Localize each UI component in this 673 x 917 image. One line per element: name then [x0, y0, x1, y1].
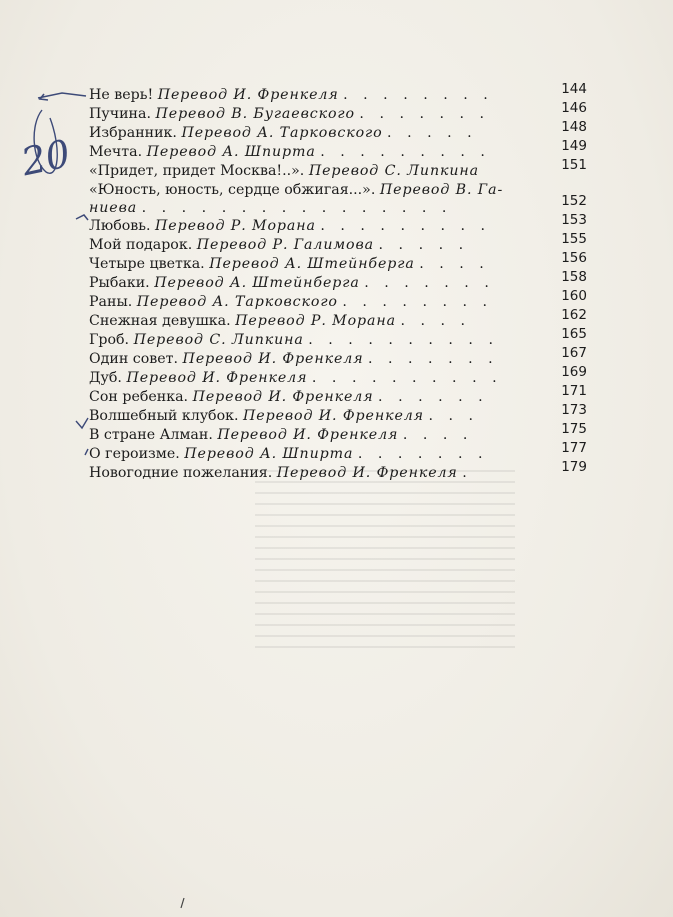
- toc-entry-page-number: 162: [561, 307, 587, 323]
- toc-entry-title: Любовь.: [89, 218, 151, 234]
- toc-entry-page-number: 179: [561, 459, 587, 475]
- toc-entry-page-number: 167: [561, 345, 587, 361]
- toc-entry-page-number: 158: [561, 269, 587, 285]
- toc-entry-page-number: 160: [561, 288, 587, 304]
- toc-entry: [89, 181, 587, 217]
- toc-entry-translator: Перевод В. Га-: [379, 182, 504, 198]
- toc-entry-title: Мой подарок.: [89, 237, 193, 253]
- toc-entry-page-number: 169: [561, 364, 587, 380]
- pencil-dot-mark: [85, 449, 88, 455]
- toc-entry-line: [89, 445, 545, 463]
- toc-entry-translator: Перевод И. Френкеля: [192, 389, 374, 405]
- toc-entry-line: [89, 181, 545, 199]
- toc-entry-translator: Перевод С. Липкина: [133, 332, 304, 348]
- toc-entry-page-number: 144: [561, 81, 587, 97]
- toc-entry: [89, 440, 587, 464]
- toc-entry: [89, 421, 587, 445]
- toc-entry: [89, 119, 587, 143]
- toc-entry-translator: Перевод Р. Морана: [155, 218, 316, 234]
- toc-entry-translator-continued: ниева: [89, 200, 138, 216]
- toc-entry: [89, 250, 587, 274]
- toc-entry: [89, 459, 587, 483]
- show-through-text: [255, 470, 515, 650]
- toc-entry: [89, 138, 587, 162]
- toc-entry-title: Волшебный клубок.: [89, 408, 239, 424]
- toc-entry: [89, 364, 587, 388]
- toc-entry-leader-dots: . . . . . . . . . .: [311, 370, 503, 386]
- toc-entry-translator: Перевод И. Френкеля: [182, 351, 364, 367]
- toc-entry-leader-dots: . . . . . . .: [368, 351, 499, 367]
- toc-entry-title: О героизме.: [89, 446, 180, 462]
- toc-entry-translator: Перевод Р. Галимова: [196, 237, 375, 253]
- toc-entry-translator: Перевод А. Шпирта: [146, 144, 316, 160]
- toc-entry: [89, 288, 587, 312]
- toc-entry-line: [89, 217, 545, 235]
- toc-entry-line: [89, 407, 545, 425]
- toc-entry-page-number: 156: [561, 250, 587, 266]
- toc-entry-page-number: 146: [561, 100, 587, 116]
- toc-entry-leader-dots: . . . .: [419, 256, 490, 272]
- toc-entry-title: В стране Алман.: [89, 427, 213, 443]
- toc-entry-translator: Перевод Р. Морана: [235, 313, 396, 329]
- toc-entry-page-number: 149: [561, 138, 587, 154]
- toc-entry-title: Один совет.: [89, 351, 179, 367]
- toc-entry-leader-dots: . . . . . . . . .: [320, 218, 491, 234]
- table-of-contents: [89, 81, 587, 483]
- toc-entry-leader-dots: . . . . .: [378, 237, 469, 253]
- pencil-arrow-mark: [38, 93, 86, 100]
- toc-entry-title: Четыре цветка.: [89, 256, 205, 272]
- toc-entry-leader-dots: . . .: [428, 408, 479, 424]
- toc-entry-page-number: 173: [561, 402, 587, 418]
- toc-entry: [89, 269, 587, 293]
- toc-entry-line: [89, 162, 545, 180]
- toc-entry-title: «Юность, юность, сердце обжигая...».: [89, 182, 376, 198]
- toc-entry-page-number: 148: [561, 119, 587, 135]
- toc-entry-title: Гроб.: [89, 332, 130, 348]
- toc-entry-line: [89, 199, 545, 217]
- toc-entry-title: Рыбаки.: [89, 275, 150, 291]
- toc-entry-leader-dots: . . . . . . . .: [343, 87, 494, 103]
- pencil-tick-mark: [76, 215, 88, 220]
- toc-entry: [89, 157, 587, 181]
- toc-entry-title: Не верь!: [89, 87, 154, 103]
- toc-entry-translator: Перевод И. Френкеля: [126, 370, 308, 386]
- toc-entry-title: Избранник.: [89, 125, 177, 141]
- toc-entry-line: [89, 312, 545, 330]
- toc-entry-line: [89, 464, 545, 482]
- toc-entry-translator: Перевод А. Шпирта: [184, 446, 354, 462]
- pencil-small-mark: [181, 898, 184, 908]
- toc-entry: [89, 100, 587, 124]
- toc-entry-page-number: 177: [561, 440, 587, 456]
- toc-entry-leader-dots: . . . . . . . . . . . . . . . .: [141, 200, 452, 216]
- toc-entry-title: Снежная девушка.: [89, 313, 231, 329]
- toc-entry-translator: Перевод С. Липкина: [308, 163, 479, 179]
- toc-entry-leader-dots: . . . .: [400, 313, 471, 329]
- toc-entry-translator: Перевод И. Френкеля: [276, 465, 458, 481]
- toc-entry-line: [89, 124, 545, 142]
- pencil-tick-mark: [76, 418, 88, 428]
- toc-entry-title: «Придет, придет Москва!..».: [89, 163, 305, 179]
- toc-entry-translator: Перевод В. Бугаевского: [155, 106, 355, 122]
- toc-entry-leader-dots: . . . . . . . .: [342, 294, 493, 310]
- toc-entry-translator: Перевод И. Френкеля: [243, 408, 424, 424]
- toc-entry-translator: Перевод И. Френкеля: [157, 87, 339, 103]
- toc-entry-page-number: 153: [561, 212, 587, 228]
- toc-entry: [89, 231, 587, 255]
- toc-entry: [89, 326, 587, 350]
- toc-entry: [89, 402, 587, 426]
- toc-entry-page-number: 175: [561, 421, 587, 437]
- toc-entry-line: [89, 105, 545, 123]
- toc-entry-title: Дуб.: [89, 370, 122, 386]
- toc-entry-leader-dots: . . . . . . .: [364, 275, 495, 291]
- toc-entry-leader-dots: . . . . . . .: [357, 446, 488, 462]
- toc-entry-leader-dots: . . . . . . .: [359, 106, 490, 122]
- handwritten-number: 20: [17, 131, 75, 185]
- toc-entry-leader-dots: . . . . .: [387, 125, 478, 141]
- toc-entry-line: [89, 143, 545, 161]
- toc-entry-translator: Перевод И. Френкеля: [217, 427, 399, 443]
- toc-entry-page-number: 171: [561, 383, 587, 399]
- toc-entry-line: [89, 426, 545, 444]
- toc-entry-leader-dots: .: [462, 465, 473, 481]
- toc-entry-page-number: 151: [561, 157, 587, 173]
- toc-entry-line: [89, 255, 545, 273]
- toc-entry: [89, 212, 587, 236]
- toc-entry-translator: Перевод А. Тарковского: [181, 125, 383, 141]
- toc-entry: [89, 81, 587, 105]
- toc-entry-line: [89, 236, 545, 254]
- toc-entry-title: Мечта.: [89, 144, 143, 160]
- toc-entry-leader-dots: . . . .: [402, 427, 473, 443]
- toc-entry-line: [89, 274, 545, 292]
- toc-entry: [89, 383, 587, 407]
- toc-entry-line: [89, 331, 545, 349]
- toc-entry-leader-dots: . . . . . . . . . .: [308, 332, 499, 348]
- toc-entry: [89, 345, 587, 369]
- toc-entry-line: [89, 369, 545, 387]
- toc-entry-page-number: 155: [561, 231, 587, 247]
- toc-entry-line: [89, 293, 545, 311]
- toc-entry-line: [89, 388, 545, 406]
- pencil-loop-mark: [34, 110, 57, 173]
- toc-entry: [89, 307, 587, 331]
- toc-entry-title: Пучина.: [89, 106, 151, 122]
- toc-entry-translator: Перевод А. Штейнберга: [209, 256, 415, 272]
- toc-entry-line: [89, 350, 545, 368]
- toc-entry-leader-dots: . . . . . . . . .: [320, 144, 491, 160]
- toc-entry-title: Сон ребенка.: [89, 389, 189, 405]
- toc-entry-page-number: 165: [561, 326, 587, 342]
- toc-entry-leader-dots: . . . . . .: [378, 389, 489, 405]
- toc-entry-title: Раны.: [89, 294, 133, 310]
- toc-entry-title: Новогодние пожелания.: [89, 465, 273, 481]
- toc-entry-translator: Перевод А. Тарковского: [136, 294, 338, 310]
- toc-entry-line: [89, 86, 545, 104]
- toc-entry-translator: Перевод А. Штейнберга: [154, 275, 360, 291]
- toc-entry-page-number: 152: [561, 193, 587, 209]
